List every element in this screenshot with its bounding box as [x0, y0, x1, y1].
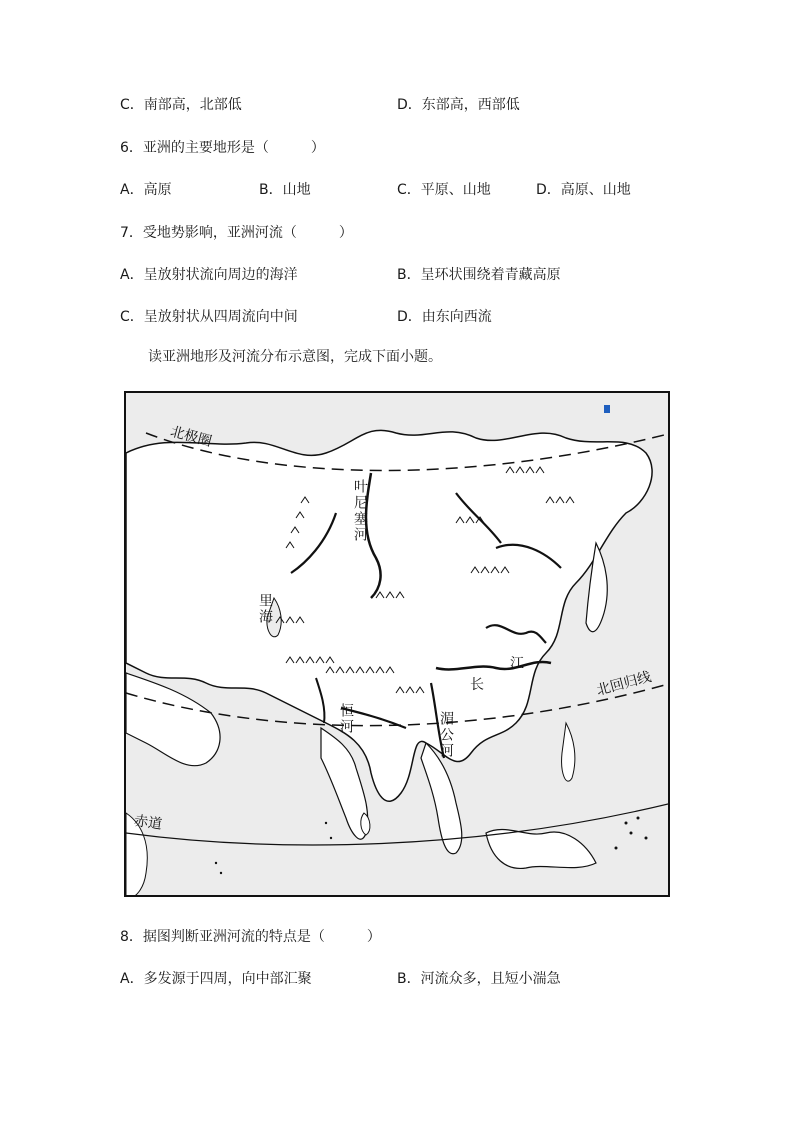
label-ganges-river: 恒河: [338, 703, 354, 735]
label-equator: 赤道: [133, 813, 163, 833]
q7-option-b: B．呈环状围绕着青藏高原: [397, 267, 561, 283]
q7-stem: 7．受地势影响，亚洲河流（ ）: [120, 225, 353, 241]
blue-accent-mark: [604, 405, 610, 413]
label-mekong-river: 湄公河: [438, 711, 454, 759]
label-yangtze-chang: 长: [470, 677, 484, 693]
map-graphic: [126, 393, 670, 897]
q5-option-d: D．东部高，西部低: [397, 97, 520, 113]
q6-stem: 6．亚洲的主要地形是（ ）: [120, 140, 325, 156]
q6-option-b: B．山地: [259, 182, 311, 198]
q8-option-a: A．多发源于四周，向中部汇聚: [120, 971, 312, 987]
equator-line: [126, 803, 670, 845]
q7-option-c: C．呈放射状从四周流向中间: [120, 309, 298, 325]
asia-terrain-river-map: [124, 391, 670, 897]
label-yenisei-river: 叶尼塞河: [352, 479, 368, 543]
q5-option-c: C．南部高，北部低: [120, 97, 242, 113]
label-tropic-of-cancer: 北回归线: [594, 669, 654, 699]
land-philippines: [562, 723, 575, 781]
q7-option-d: D．由东向西流: [397, 309, 492, 325]
land-arabia: [126, 673, 220, 766]
label-caspian-sea: 里海: [257, 593, 273, 625]
label-arctic-circle: 北极圈: [168, 423, 214, 451]
label-yangtze-jiang: 江: [510, 656, 524, 672]
land-southeast-islands: [486, 829, 596, 868]
q8-stem: 8．据图判断亚洲河流的特点是（ ）: [120, 929, 381, 945]
q6-option-a: A．高原: [120, 182, 172, 198]
q8-option-b: B．河流众多，且短小湍急: [397, 971, 561, 987]
q6-option-c: C．平原、山地: [397, 182, 491, 198]
q6-option-d: D．高原、山地: [536, 182, 631, 198]
q7-option-a: A．呈放射状流向周边的海洋: [120, 267, 298, 283]
map-intro: 读亚洲地形及河流分布示意图，完成下面小题。: [148, 349, 442, 365]
